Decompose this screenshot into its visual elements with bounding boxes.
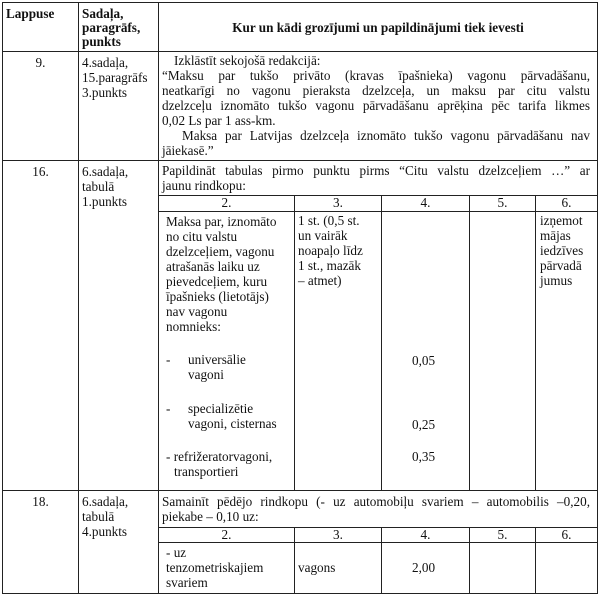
row1-text-line-2: “Maksu par tukšo privāto (kravas īpašnieka) vagonu pārvadāšanu,	[162, 68, 590, 83]
row1-page: 9.	[35, 55, 46, 70]
row3-page: 18.	[32, 494, 49, 509]
row1-text-line-5: 0,02 Ls par 1 ass-km.	[162, 113, 276, 128]
row2-note-line-2: mājas	[540, 228, 571, 243]
header-section-line-3: punkts	[82, 34, 121, 49]
row3-intro-line-1: Samainīt pēdējo rindkopu (- uz automobiļu svariem – automobilis –0,20,	[162, 494, 590, 509]
row3-section-line-1: 6.sadaļa,	[82, 494, 129, 509]
header-changes: Kur un kādi grozījumi un papildinājumi tiek ievesti	[232, 20, 524, 35]
row3-col-4: 4.	[420, 527, 431, 542]
row2-col-6: 6.	[561, 195, 572, 210]
row2-item1-value: 0,05	[412, 353, 436, 368]
row1-text-line-4: dzelzceļu iznomāto tukšo vagonu pārvadāšanu aprēķina pēc tarifa likmes	[162, 98, 590, 113]
row2-page: 16.	[32, 164, 49, 179]
row2-unit-line-4: 1 st., mazāk	[298, 258, 361, 273]
row2-unit-line-1: 1 st. (0,5 st.	[298, 213, 360, 228]
row3-col-5: 5.	[497, 527, 508, 542]
header-page: Lappuse	[6, 6, 55, 21]
row3-section-line-3: 4.punkts	[82, 524, 128, 539]
row2-col-5: 5.	[497, 195, 508, 210]
row2-unit-line-5: – atmet)	[298, 273, 342, 288]
row3-unit: vagons	[298, 560, 336, 575]
row2-col-4: 4.	[420, 195, 431, 210]
row2-desc-line-5: pievedceļiem, kuru	[166, 274, 268, 289]
row2-item2-dash: -	[166, 401, 171, 416]
row3-intro-line-2: piekabe – 0,10 uz:	[162, 509, 259, 524]
header-section-line-2: paragrāfs,	[82, 20, 141, 35]
row3-col-6: 6.	[561, 527, 572, 542]
row1-section-line-1: 4.sadaļa,	[82, 55, 129, 70]
row2-note-line-1: izņemot	[540, 213, 583, 228]
row2-item1-dash: -	[166, 352, 171, 367]
row2-item3-label-line-2: transportieri	[174, 464, 239, 479]
row2-intro-line-1: Papildināt tabulas pirmo punktu pirms “Citu valstu dzelzceļiem …” ar	[162, 163, 590, 178]
row2-col-3: 3.	[333, 195, 343, 210]
header-section-line-1: Sadaļa,	[82, 6, 124, 21]
row2-desc-line-6: īpašnieks (lietotājs)	[166, 289, 269, 304]
row3-value: 2,00	[412, 560, 436, 575]
row2-desc-line-3: dzelzceļiem, vagonu	[166, 244, 275, 259]
row2-item2-label-line-2: vagoni, cisternas	[188, 416, 277, 431]
row3-desc-line-3: svariem	[166, 575, 208, 590]
row3-col-2: 2.	[221, 527, 232, 542]
row1-section-line-3: 3.punkts	[82, 85, 128, 100]
row2-item1-label-line-2: vagoni	[188, 367, 224, 382]
row3-col-3: 3.	[333, 527, 343, 542]
row2-intro-line-2: jaunu rindkopu:	[162, 178, 246, 193]
row2-item2-value: 0,25	[412, 417, 436, 432]
row2-col-2: 2.	[221, 195, 232, 210]
row2-item1-label-line-1: universālie	[188, 352, 246, 367]
row2-desc-line-4: atrašanās laiku uz	[166, 259, 260, 274]
row2-item3-label-line-1: - refrižeratorvagoni,	[166, 449, 273, 464]
row1-text-line-7: jāiekasē.”	[162, 143, 214, 158]
row3-section-line-2: tabulā	[82, 509, 115, 524]
row2-note-line-4: pārvadā	[540, 258, 582, 273]
row2-section-line-2: tabulā	[82, 179, 115, 194]
row1-text-line-6: Maksa par Latvijas dzelzceļa iznomāto tukšo vagonu pārvadāšanu nav	[182, 128, 590, 143]
row2-item2-label-line-1: specializētie	[188, 401, 254, 416]
row2-desc-line-7: nav vagonu	[166, 304, 228, 319]
row1-text-line-1: Izklāstīt sekojošā redakcijā:	[174, 53, 321, 68]
row3-desc-line-1: - uz	[166, 545, 187, 560]
row2-unit-line-3: noapaļo līdz	[298, 243, 363, 258]
row2-desc-line-1: Maksa par, iznomāto	[166, 214, 277, 229]
row2-note-line-5: jumus	[540, 273, 573, 288]
row2-desc-line-2: no citu valstu	[166, 229, 238, 244]
row2-unit-line-2: un vairāk	[298, 228, 348, 243]
row3-desc-line-2: tenzometriskajiem	[166, 560, 264, 575]
row2-note-line-3: iedzīves	[540, 243, 584, 258]
row2-desc-line-8: nomnieks:	[166, 319, 221, 334]
row2-section-line-1: 6.sadaļa,	[82, 164, 129, 179]
row1-section-line-2: 15.paragrāfs	[82, 70, 148, 85]
row2-section-line-3: 1.punkts	[82, 194, 128, 209]
row1-text-line-3: neatkarīgi no vagonu pieraksta dzelzceļa, un maksu par citu valstu	[162, 83, 590, 98]
row2-item3-value: 0,35	[412, 449, 436, 464]
